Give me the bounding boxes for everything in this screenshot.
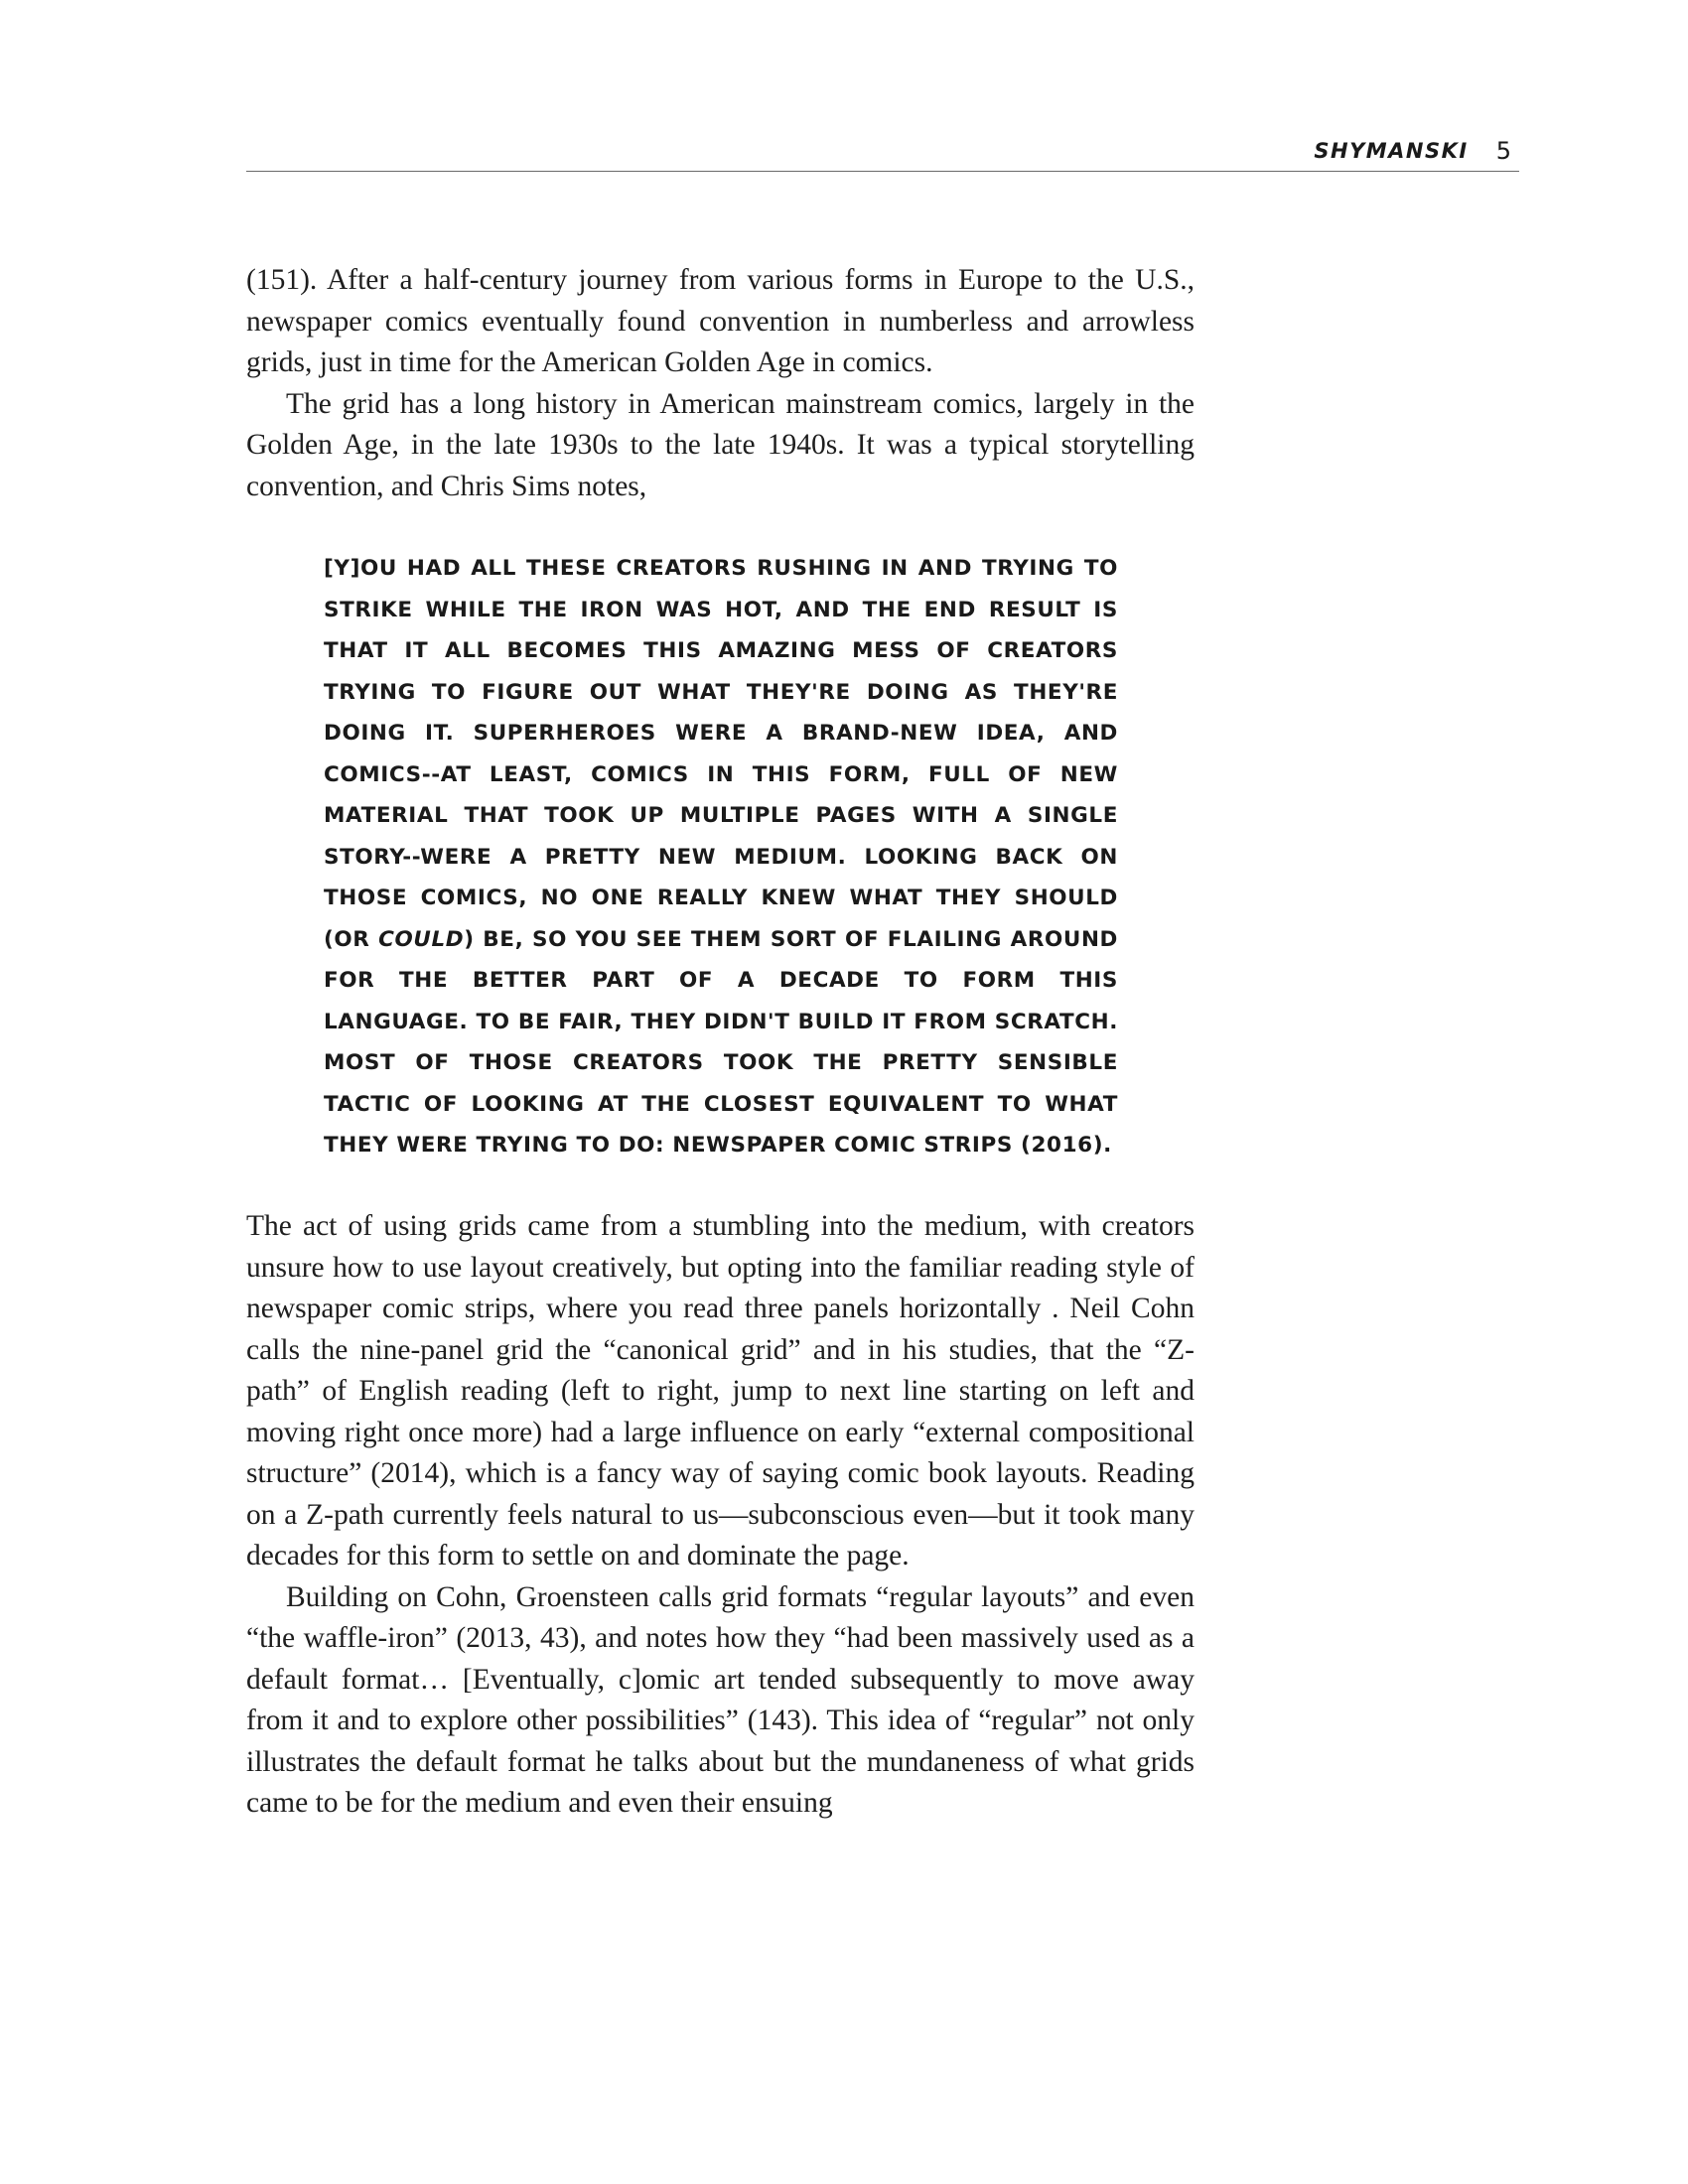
paragraph: The act of using grids came from a stumbling into the medium, with creators unsure how to use layout creatively, but opting into the familiar reading style of newspaper comic strips, where you read three panels horizontally . Neil Cohn calls the nine-panel grid the “canonical grid” and in his studies, that the “Z-path” of English reading (left to right, jump to next line starting on left and moving right once more) had a large influence on early “external compositional structure” (2014), which is a fancy way of saying comic book layouts. Reading on a Z-path currently feels natural to us—subconscious even—but it took many decades for this form to settle on and dominate the page. [246, 1210, 1195, 1571]
quote-text-after: ) BE, SO YOU SEE THEM SORT OF FLAILING AROUND FOR THE BETTER PART OF A DECADE TO FORM THIS LANGUAGE. TO BE FAIR, THEY DIDN'T BUILD IT FROM SCRATCH. MOST OF THOSE CREATORS TOOK THE PRETTY SENSIBLE TACTIC OF LOOKING AT THE CLOSEST EQUIVALENT TO WHAT THEY WERE TRYING TO DO: NEWSPAPER COMIC STRIPS (2016). [324, 926, 1118, 1158]
page-number: 5 [1495, 137, 1511, 165]
body-text-top [246, 260, 1195, 507]
block-quote [324, 548, 1118, 1166]
body-text-bottom [246, 1206, 1195, 1825]
paragraph: The grid has a long history in American mainstream comics, largely in the Golden Age, in the late 1930s to the late 1940s. It was a typical storytelling convention, and Chris Sims notes, [246, 387, 1195, 502]
paragraph: Building on Cohn, Groensteen calls grid formats “regular layouts” and even “the waffle-iron” (2013, 43), and notes how they “had been massively used as a default format… [Eventually, c]omic art tended subsequently to move away from it and to explore other possibilities” (143). This idea of “regular” not only illustrates the default format he talks about but the mundaneness of what grids came to be for the medium and even their ensuing [246, 1580, 1195, 1819]
running-header [246, 131, 1519, 172]
block-quote-paragraph [324, 548, 1118, 1166]
header-author: SHYMANSKI [1314, 139, 1469, 163]
quote-text-before: [Y]OU HAD ALL THESE CREATORS RUSHING IN AND TRYING TO STRIKE WHILE THE IRON WAS HOT, AND THE END RESULT IS THAT IT ALL BECOMES THIS AMAZING MESS OF CREATORS TRYING TO FIGURE OUT WHAT THEY'RE DOING AS THEY'RE DOING IT. SUPERHEROES WERE A BRAND-NEW IDEA, AND COMICS--AT LEAST, COMICS IN THIS FORM, FULL OF NEW MATERIAL THAT TOOK UP MULTIPLE PAGES WITH A SINGLE STORY--WERE A PRETTY NEW MEDIUM. LOOKING BACK ON THOSE COMICS, NO ONE REALLY KNEW WHAT THEY SHOULD (OR [324, 556, 1118, 952]
paragraph: (151). After a half-century journey from various forms in Europe to the U.S., newspaper comics eventually found convention in numberless and arrowless grids, just in time for the American Golden Age in comics. [246, 264, 1195, 378]
quote-emphasis: COULD [378, 926, 465, 952]
